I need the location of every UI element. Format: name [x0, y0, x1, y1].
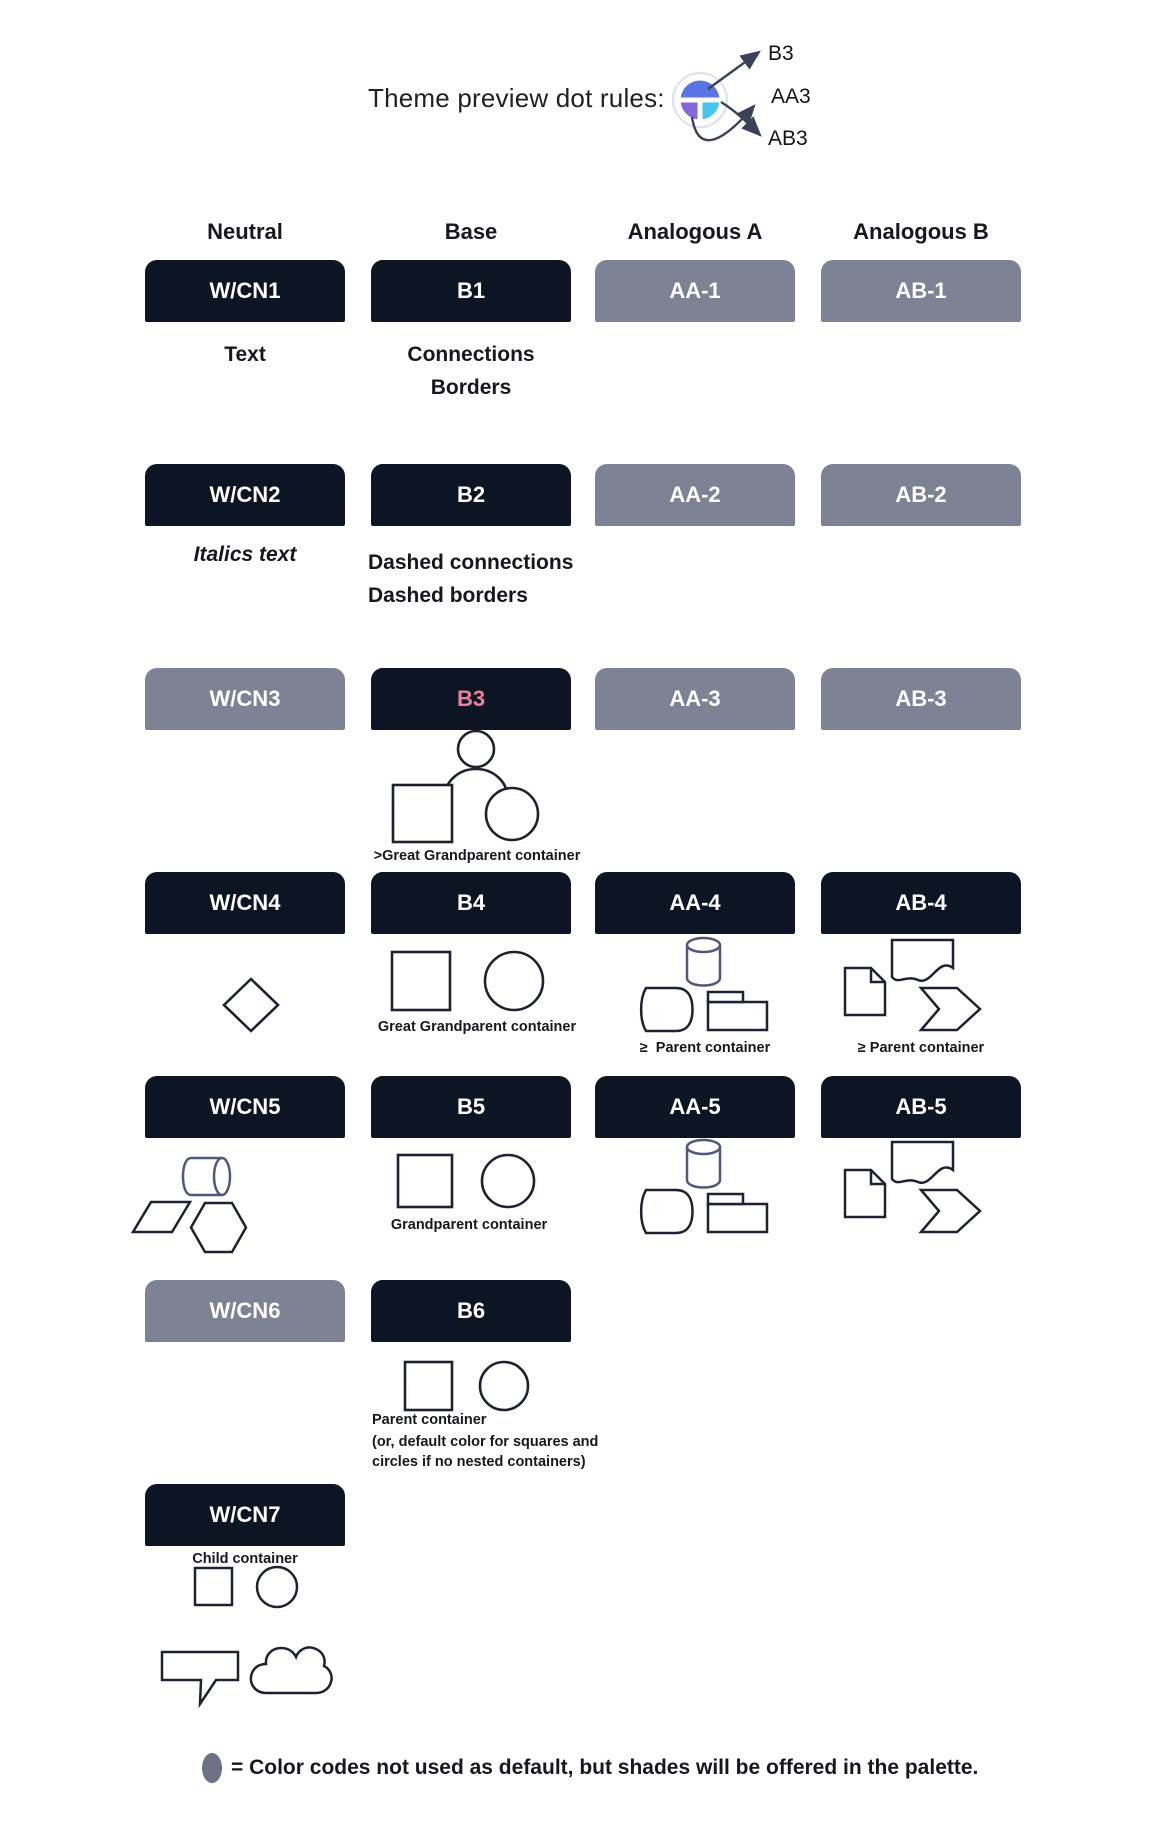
swatch-ab3: [821, 668, 1021, 730]
swatch-b1: [371, 260, 571, 322]
aa5-shape-group: [641, 1140, 767, 1233]
swatch-b5: [371, 1076, 571, 1138]
swatch-b4-label: B4: [456, 890, 486, 915]
b6-circle-shape: [480, 1362, 528, 1410]
cloud-shape: [251, 1647, 332, 1693]
swatch-wcn1: [145, 260, 345, 322]
swatch-b5-label: B5: [456, 1094, 486, 1119]
swatch-wcn5-label: W/CN5: [209, 1094, 281, 1119]
dot-blue-half: [681, 80, 720, 97]
circle-shape: [486, 788, 538, 840]
wcn7-square-shape: [195, 1568, 232, 1605]
caption-b6-line2: (or, default color for squares and: [372, 1434, 599, 1450]
swatch-b2: [371, 464, 571, 526]
caption-b3-great-grandparent: >Great Grandparent container: [373, 848, 581, 864]
swatch-b4: [371, 872, 571, 934]
swatch-aa5-label: AA-5: [669, 1094, 721, 1119]
caption-aa4-parent: ≥ Parent container: [639, 1040, 771, 1056]
dot-rule-target-b3: B3: [768, 42, 794, 65]
swatch-wcn2: [145, 464, 345, 526]
swatch-wcn3-label: W/CN3: [209, 686, 281, 711]
caption-wcn7-child: Child container: [192, 1551, 298, 1567]
b6-square-shape: [405, 1362, 452, 1410]
horizontal-cylinder-end-icon: [214, 1158, 230, 1195]
wcn5-shape-group: [133, 1158, 246, 1252]
caption-ab4-parent: ≥ Parent container: [857, 1040, 985, 1056]
note-b1-borders: Borders: [430, 376, 512, 399]
b3-shape-group: [393, 731, 538, 842]
column-header-analogous-b: Analogous B: [853, 219, 989, 244]
wcn7-circle-shape: [257, 1567, 297, 1607]
parallelogram-shape: [133, 1202, 190, 1232]
swatch-wcn4-label: W/CN4: [209, 890, 281, 915]
swatch-ab1-label: AB-1: [895, 278, 947, 303]
swatch-wcn1-label: W/CN1: [209, 278, 281, 303]
swatch-b1-label: B1: [456, 278, 486, 303]
note-b2-dashed-connections: Dashed connections: [368, 551, 574, 574]
swatch-b3: [371, 668, 571, 730]
swatch-aa2: [595, 464, 795, 526]
b5-circle-shape: [482, 1155, 534, 1207]
ab5-shape-group: [845, 1142, 980, 1232]
swatch-aa2-label: AA-2: [669, 482, 721, 507]
person-head-icon: [458, 731, 494, 767]
swatch-ab4-label: AB-4: [895, 890, 947, 915]
note-b2-dashed-borders: Dashed borders: [368, 584, 528, 607]
page-title: Theme preview dot rules:: [368, 83, 665, 113]
ab4-shape-group: [845, 940, 980, 1030]
swatch-b3-label: B3: [456, 686, 486, 711]
swatch-aa5: [595, 1076, 795, 1138]
dot-rule-target-ab3: AB3: [768, 127, 808, 150]
swatch-wcn7: [145, 1484, 345, 1546]
swatch-ab1: [821, 260, 1021, 322]
arrow-to-ab3: [721, 102, 760, 135]
hexagon-shape: [191, 1203, 246, 1252]
swatch-aa4-label: AA-4: [669, 890, 721, 915]
swatch-aa1-label: AA-1: [669, 278, 721, 303]
person-body-icon: [444, 769, 508, 838]
swatch-aa1: [595, 260, 795, 322]
square-shape: [393, 785, 452, 842]
theme-preview-dot: [673, 73, 727, 127]
horizontal-cylinder-icon: [183, 1158, 222, 1195]
dot-purple-quarter: [681, 103, 698, 120]
b5-square-shape: [398, 1155, 452, 1207]
speech-bubble-shape: [162, 1652, 238, 1704]
arrow-to-aa3: [692, 106, 754, 140]
legend-dot-icon: [202, 1753, 222, 1783]
swatch-ab2: [821, 464, 1021, 526]
note-wcn1-text: Text: [224, 343, 266, 366]
arrow-to-b3: [708, 52, 759, 89]
note-wcn2-italics: Italics text: [193, 543, 297, 566]
caption-b6-line1: Parent container: [372, 1412, 487, 1428]
column-header-analogous-a: Analogous A: [627, 219, 763, 244]
swatch-ab2-label: AB-2: [895, 482, 947, 507]
diamond-shape: [224, 979, 278, 1031]
column-header-neutral: Neutral: [207, 219, 283, 244]
dot-rule-target-aa3: AA3: [771, 85, 811, 108]
aa4-shape-group: [641, 938, 767, 1031]
b4-square-shape: [392, 952, 450, 1010]
swatch-aa3-label: AA-3: [669, 686, 721, 711]
swatch-wcn6: [145, 1280, 345, 1342]
column-header-base: Base: [444, 219, 498, 244]
swatch-ab3-label: AB-3: [895, 686, 947, 711]
caption-b5-grandparent: Grandparent container: [390, 1217, 548, 1233]
swatch-wcn4: [145, 872, 345, 934]
swatch-aa3: [595, 668, 795, 730]
dot-ring: [673, 73, 727, 127]
swatch-ab4: [821, 872, 1021, 934]
swatch-wcn2-label: W/CN2: [209, 482, 281, 507]
swatch-wcn6-label: W/CN6: [209, 1298, 281, 1323]
swatch-b2-label: B2: [456, 482, 486, 507]
note-b1-connections: Connections: [407, 343, 535, 366]
legend-text: = Color codes not used as default, but shades will be offered in the palette.: [231, 1756, 979, 1779]
swatch-wcn3: [145, 668, 345, 730]
b4-circle-shape: [485, 952, 543, 1010]
swatch-wcn5: [145, 1076, 345, 1138]
swatch-ab5-label: AB-5: [895, 1094, 947, 1119]
caption-b4-great-grandparent: Great Grandparent container: [377, 1019, 577, 1035]
caption-b6-parent: [372, 1412, 598, 1470]
caption-b6-line3: circles if no nested containers): [372, 1454, 586, 1470]
swatch-b6: [371, 1280, 571, 1342]
swatch-b6-label: B6: [456, 1298, 486, 1323]
dot-cyan-quarter: [703, 103, 720, 120]
swatch-ab5: [821, 1076, 1021, 1138]
swatch-aa4: [595, 872, 795, 934]
swatch-wcn7-label: W/CN7: [209, 1502, 281, 1527]
